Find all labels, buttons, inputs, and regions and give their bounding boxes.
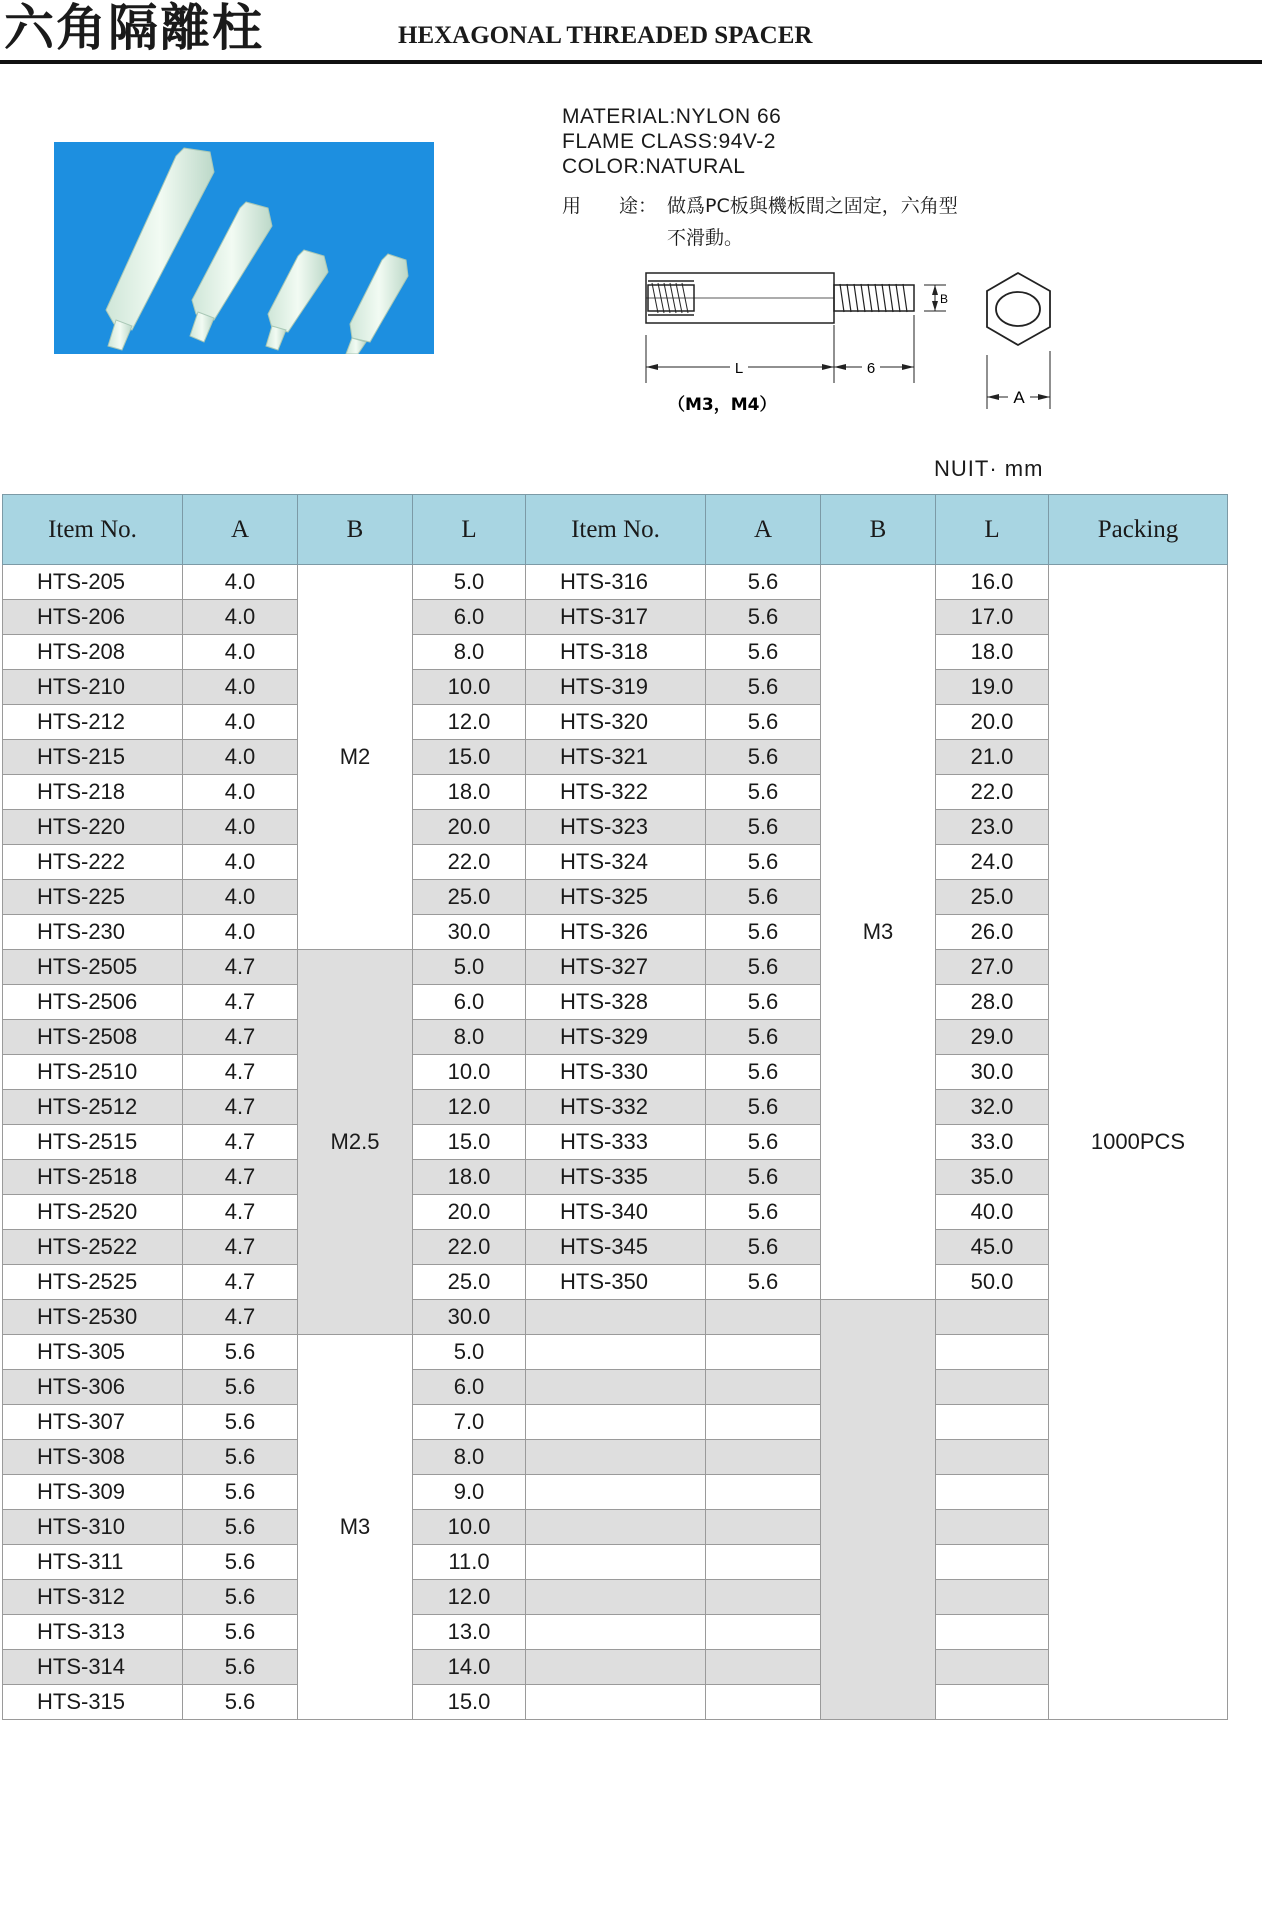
item-no-cell: HTS-2508 xyxy=(3,1020,183,1055)
a-cell: 4.7 xyxy=(183,985,298,1020)
a-cell: 5.6 xyxy=(183,1545,298,1580)
table-row xyxy=(3,600,1228,635)
spacer-spec-table xyxy=(2,494,1228,1720)
a-cell: 4.7 xyxy=(183,1195,298,1230)
a-cell: 4.7 xyxy=(183,1090,298,1125)
l-cell-2: 32.0 xyxy=(936,1090,1049,1125)
l-cell: 15.0 xyxy=(413,1685,526,1720)
l-cell: 15.0 xyxy=(413,1125,526,1160)
l-cell-2 xyxy=(936,1335,1049,1370)
usage-text-line2: 不滑動。 xyxy=(667,227,744,249)
a-cell-2: 5.6 xyxy=(706,600,821,635)
l-cell-2: 29.0 xyxy=(936,1020,1049,1055)
l-cell: 11.0 xyxy=(413,1545,526,1580)
table-row xyxy=(3,810,1228,845)
usage-label: 用 途： xyxy=(562,195,658,217)
l-cell-2: 35.0 xyxy=(936,1160,1049,1195)
table-row xyxy=(3,1055,1228,1090)
l-cell: 10.0 xyxy=(413,1510,526,1545)
table-row xyxy=(3,1405,1228,1440)
a-cell: 4.7 xyxy=(183,1160,298,1195)
a-cell-2 xyxy=(706,1650,821,1685)
dim-6-label: 6 xyxy=(866,360,876,377)
item-no-cell-2 xyxy=(526,1615,706,1650)
table-row xyxy=(3,880,1228,915)
a-cell: 5.6 xyxy=(183,1475,298,1510)
l-cell-2 xyxy=(936,1300,1049,1335)
item-no-cell-2: HTS-317 xyxy=(526,600,706,635)
header-item-no: Item No. xyxy=(3,495,183,565)
item-no-cell-2: HTS-327 xyxy=(526,950,706,985)
l-cell: 18.0 xyxy=(413,1160,526,1195)
item-no-cell-2: HTS-322 xyxy=(526,775,706,810)
item-no-cell: HTS-222 xyxy=(3,845,183,880)
technical-drawing xyxy=(640,265,1100,430)
item-no-cell: HTS-306 xyxy=(3,1370,183,1405)
l-cell: 25.0 xyxy=(413,880,526,915)
a-cell: 5.6 xyxy=(183,1405,298,1440)
item-no-cell-2 xyxy=(526,1405,706,1440)
table-row xyxy=(3,1650,1228,1685)
item-no-cell: HTS-208 xyxy=(3,635,183,670)
a-cell: 4.0 xyxy=(183,565,298,600)
l-cell-2: 19.0 xyxy=(936,670,1049,705)
l-cell: 14.0 xyxy=(413,1650,526,1685)
l-cell: 12.0 xyxy=(413,1580,526,1615)
header-a: A xyxy=(183,495,298,565)
item-no-cell: HTS-2522 xyxy=(3,1230,183,1265)
l-cell-2 xyxy=(936,1510,1049,1545)
l-cell: 5.0 xyxy=(413,565,526,600)
a-cell: 4.7 xyxy=(183,1230,298,1265)
item-no-cell-2: HTS-323 xyxy=(526,810,706,845)
a-cell: 5.6 xyxy=(183,1580,298,1615)
item-no-cell-2: HTS-328 xyxy=(526,985,706,1020)
a-cell-2: 5.6 xyxy=(706,775,821,810)
unit-label: NUIT· mm xyxy=(934,456,1044,481)
l-cell: 20.0 xyxy=(413,1195,526,1230)
a-cell-2: 5.6 xyxy=(706,950,821,985)
item-no-cell: HTS-311 xyxy=(3,1545,183,1580)
l-cell: 22.0 xyxy=(413,845,526,880)
item-no-cell-2 xyxy=(526,1545,706,1580)
table-row xyxy=(3,845,1228,880)
l-cell-2 xyxy=(936,1545,1049,1580)
l-cell: 25.0 xyxy=(413,1265,526,1300)
item-no-cell: HTS-308 xyxy=(3,1440,183,1475)
a-cell: 4.0 xyxy=(183,845,298,880)
item-no-cell-2: HTS-325 xyxy=(526,880,706,915)
a-cell-2 xyxy=(706,1545,821,1580)
a-cell: 4.7 xyxy=(183,1265,298,1300)
l-cell-2 xyxy=(936,1615,1049,1650)
a-cell-2 xyxy=(706,1580,821,1615)
l-cell-2: 22.0 xyxy=(936,775,1049,810)
l-cell: 15.0 xyxy=(413,740,526,775)
table-row xyxy=(3,1020,1228,1055)
item-no-cell: HTS-218 xyxy=(3,775,183,810)
table-row xyxy=(3,635,1228,670)
title-chinese: 六角隔離柱 xyxy=(4,0,264,57)
material-specs xyxy=(562,104,781,179)
a-cell-2 xyxy=(706,1335,821,1370)
a-cell: 4.0 xyxy=(183,670,298,705)
item-no-cell-2 xyxy=(526,1475,706,1510)
item-no-cell-2: HTS-319 xyxy=(526,670,706,705)
a-cell-2: 5.6 xyxy=(706,1195,821,1230)
table-row xyxy=(3,775,1228,810)
a-cell-2: 5.6 xyxy=(706,845,821,880)
a-cell: 4.0 xyxy=(183,775,298,810)
item-no-cell-2: HTS-326 xyxy=(526,915,706,950)
table-row xyxy=(3,1230,1228,1265)
a-cell-2: 5.6 xyxy=(706,565,821,600)
a-cell: 5.6 xyxy=(183,1370,298,1405)
item-no-cell: HTS-2525 xyxy=(3,1265,183,1300)
b-group-m3-right: M3 xyxy=(821,565,936,1300)
l-cell-2: 50.0 xyxy=(936,1265,1049,1300)
a-cell-2 xyxy=(706,1405,821,1440)
header-l: L xyxy=(413,495,526,565)
l-cell: 6.0 xyxy=(413,600,526,635)
a-cell: 4.0 xyxy=(183,635,298,670)
a-cell: 4.7 xyxy=(183,1125,298,1160)
a-cell-2 xyxy=(706,1615,821,1650)
header-b-2: B xyxy=(821,495,936,565)
item-no-cell-2 xyxy=(526,1650,706,1685)
l-cell-2: 45.0 xyxy=(936,1230,1049,1265)
a-cell: 4.0 xyxy=(183,600,298,635)
l-cell-2 xyxy=(936,1475,1049,1510)
item-no-cell-2: HTS-320 xyxy=(526,705,706,740)
l-cell: 5.0 xyxy=(413,1335,526,1370)
item-no-cell: HTS-210 xyxy=(3,670,183,705)
item-no-cell: HTS-2515 xyxy=(3,1125,183,1160)
a-cell: 4.0 xyxy=(183,810,298,845)
table-row xyxy=(3,1125,1228,1160)
a-cell-2: 5.6 xyxy=(706,1265,821,1300)
l-cell-2: 20.0 xyxy=(936,705,1049,740)
item-no-cell: HTS-206 xyxy=(3,600,183,635)
item-no-cell: HTS-307 xyxy=(3,1405,183,1440)
item-no-cell: HTS-312 xyxy=(3,1580,183,1615)
item-no-cell: HTS-212 xyxy=(3,705,183,740)
a-cell-2 xyxy=(706,1510,821,1545)
l-cell-2: 28.0 xyxy=(936,985,1049,1020)
table-row xyxy=(3,670,1228,705)
item-no-cell-2 xyxy=(526,1685,706,1720)
item-no-cell: HTS-2506 xyxy=(3,985,183,1020)
spec-color: COLOR:NATURAL xyxy=(562,155,746,178)
l-cell-2: 18.0 xyxy=(936,635,1049,670)
a-cell-2: 5.6 xyxy=(706,1090,821,1125)
a-cell-2: 5.6 xyxy=(706,635,821,670)
l-cell: 30.0 xyxy=(413,1300,526,1335)
a-cell: 5.6 xyxy=(183,1615,298,1650)
l-cell-2: 16.0 xyxy=(936,565,1049,600)
a-cell: 4.0 xyxy=(183,705,298,740)
table-body xyxy=(3,565,1228,1720)
item-no-cell: HTS-225 xyxy=(3,880,183,915)
a-cell: 5.6 xyxy=(183,1510,298,1545)
a-cell: 4.7 xyxy=(183,1020,298,1055)
header-packing: Packing xyxy=(1049,495,1228,565)
b-group-m2-5: M2.5 xyxy=(298,950,413,1335)
header-item-no-2: Item No. xyxy=(526,495,706,565)
thread-size-label: （M3，M4） xyxy=(668,395,777,415)
l-cell: 7.0 xyxy=(413,1405,526,1440)
table-row xyxy=(3,950,1228,985)
header-rule xyxy=(0,60,1262,64)
a-cell: 5.6 xyxy=(183,1685,298,1720)
item-no-cell: HTS-230 xyxy=(3,915,183,950)
a-cell-2 xyxy=(706,1300,821,1335)
table-row xyxy=(3,1510,1228,1545)
table-row xyxy=(3,740,1228,775)
l-cell-2: 26.0 xyxy=(936,915,1049,950)
l-cell: 30.0 xyxy=(413,915,526,950)
a-cell-2: 5.6 xyxy=(706,985,821,1020)
a-cell-2: 5.6 xyxy=(706,740,821,775)
table-row xyxy=(3,1265,1228,1300)
item-no-cell-2: HTS-318 xyxy=(526,635,706,670)
usage-text-line1: 做爲PC板與機板間之固定，六角型 xyxy=(667,195,958,217)
table-row xyxy=(3,1370,1228,1405)
dim-L-label: L xyxy=(734,360,744,377)
a-cell-2: 5.6 xyxy=(706,1160,821,1195)
header-l-2: L xyxy=(936,495,1049,565)
item-no-cell-2 xyxy=(526,1510,706,1545)
table-row xyxy=(3,1160,1228,1195)
table-row xyxy=(3,1545,1228,1580)
table-row xyxy=(3,1685,1228,1720)
l-cell: 8.0 xyxy=(413,1020,526,1055)
a-cell: 4.0 xyxy=(183,740,298,775)
a-cell: 4.7 xyxy=(183,1300,298,1335)
a-cell-2 xyxy=(706,1685,821,1720)
item-no-cell-2: HTS-332 xyxy=(526,1090,706,1125)
item-no-cell-2 xyxy=(526,1335,706,1370)
table-row xyxy=(3,985,1228,1020)
item-no-cell: HTS-2530 xyxy=(3,1300,183,1335)
a-cell: 4.7 xyxy=(183,1055,298,1090)
table-row xyxy=(3,1440,1228,1475)
l-cell: 8.0 xyxy=(413,635,526,670)
item-no-cell-2: HTS-333 xyxy=(526,1125,706,1160)
l-cell: 10.0 xyxy=(413,1055,526,1090)
item-no-cell-2 xyxy=(526,1440,706,1475)
item-no-cell-2 xyxy=(526,1580,706,1615)
spacer-dimension-drawing xyxy=(640,265,1100,425)
item-no-cell: HTS-309 xyxy=(3,1475,183,1510)
a-cell-2: 5.6 xyxy=(706,705,821,740)
a-cell-2: 5.6 xyxy=(706,1125,821,1160)
spec-material: MATERIAL:NYLON 66 xyxy=(562,105,782,128)
table-row xyxy=(3,915,1228,950)
a-cell: 4.7 xyxy=(183,950,298,985)
item-no-cell-2: HTS-330 xyxy=(526,1055,706,1090)
table-row xyxy=(3,705,1228,740)
a-cell: 4.0 xyxy=(183,880,298,915)
l-cell: 5.0 xyxy=(413,950,526,985)
title-english: HEXAGONAL THREADED SPACER xyxy=(398,22,813,49)
table-row xyxy=(3,1475,1228,1510)
b-group-m2: M2 xyxy=(298,565,413,950)
table-row xyxy=(3,1090,1228,1125)
l-cell-2 xyxy=(936,1580,1049,1615)
l-cell-2: 23.0 xyxy=(936,810,1049,845)
a-cell-2: 5.6 xyxy=(706,1230,821,1265)
item-no-cell-2: HTS-321 xyxy=(526,740,706,775)
l-cell: 12.0 xyxy=(413,705,526,740)
l-cell: 9.0 xyxy=(413,1475,526,1510)
header-a-2: A xyxy=(706,495,821,565)
page-header xyxy=(0,0,1262,64)
item-no-cell: HTS-2520 xyxy=(3,1195,183,1230)
l-cell: 12.0 xyxy=(413,1090,526,1125)
l-cell: 18.0 xyxy=(413,775,526,810)
item-no-cell: HTS-313 xyxy=(3,1615,183,1650)
l-cell-2 xyxy=(936,1370,1049,1405)
a-cell-2 xyxy=(706,1475,821,1510)
item-no-cell-2: HTS-335 xyxy=(526,1160,706,1195)
header-b: B xyxy=(298,495,413,565)
item-no-cell: HTS-314 xyxy=(3,1650,183,1685)
table-row xyxy=(3,1335,1228,1370)
l-cell-2: 33.0 xyxy=(936,1125,1049,1160)
l-cell: 6.0 xyxy=(413,1370,526,1405)
a-cell-2: 5.6 xyxy=(706,810,821,845)
a-cell-2: 5.6 xyxy=(706,1055,821,1090)
l-cell-2 xyxy=(936,1650,1049,1685)
l-cell-2 xyxy=(936,1685,1049,1720)
item-no-cell: HTS-310 xyxy=(3,1510,183,1545)
item-no-cell-2: HTS-350 xyxy=(526,1265,706,1300)
product-photo xyxy=(54,142,434,354)
a-cell-2: 5.6 xyxy=(706,880,821,915)
table-row xyxy=(3,1580,1228,1615)
table-row xyxy=(3,1195,1228,1230)
item-no-cell-2: HTS-316 xyxy=(526,565,706,600)
l-cell-2: 30.0 xyxy=(936,1055,1049,1090)
item-no-cell: HTS-2518 xyxy=(3,1160,183,1195)
item-no-cell-2: HTS-340 xyxy=(526,1195,706,1230)
a-cell: 5.6 xyxy=(183,1650,298,1685)
a-cell: 5.6 xyxy=(183,1440,298,1475)
b-group-m3-left: M3 xyxy=(298,1335,413,1720)
item-no-cell: HTS-220 xyxy=(3,810,183,845)
spacer-photo-illustration xyxy=(54,142,434,354)
dim-A-label: A xyxy=(1013,388,1025,407)
item-no-cell: HTS-305 xyxy=(3,1335,183,1370)
l-cell: 22.0 xyxy=(413,1230,526,1265)
l-cell-2 xyxy=(936,1440,1049,1475)
item-no-cell: HTS-2512 xyxy=(3,1090,183,1125)
a-cell-2 xyxy=(706,1440,821,1475)
a-cell-2: 5.6 xyxy=(706,1020,821,1055)
l-cell-2: 21.0 xyxy=(936,740,1049,775)
packing-cell: 1000PCS xyxy=(1049,565,1228,1720)
a-cell: 4.0 xyxy=(183,915,298,950)
a-cell: 5.6 xyxy=(183,1335,298,1370)
item-no-cell: HTS-215 xyxy=(3,740,183,775)
l-cell-2: 27.0 xyxy=(936,950,1049,985)
item-no-cell: HTS-315 xyxy=(3,1685,183,1720)
l-cell-2: 24.0 xyxy=(936,845,1049,880)
l-cell-2: 25.0 xyxy=(936,880,1049,915)
l-cell-2: 17.0 xyxy=(936,600,1049,635)
a-cell-2: 5.6 xyxy=(706,670,821,705)
l-cell: 10.0 xyxy=(413,670,526,705)
item-no-cell-2 xyxy=(526,1370,706,1405)
item-no-cell-2: HTS-329 xyxy=(526,1020,706,1055)
l-cell-2 xyxy=(936,1405,1049,1440)
l-cell: 8.0 xyxy=(413,1440,526,1475)
table-header-row xyxy=(3,495,1228,565)
item-no-cell-2: HTS-324 xyxy=(526,845,706,880)
dim-B-label: B xyxy=(940,292,949,306)
l-cell: 6.0 xyxy=(413,985,526,1020)
item-no-cell-2: HTS-345 xyxy=(526,1230,706,1265)
l-cell: 13.0 xyxy=(413,1615,526,1650)
a-cell-2: 5.6 xyxy=(706,915,821,950)
item-no-cell: HTS-205 xyxy=(3,565,183,600)
table-row xyxy=(3,565,1228,600)
l-cell-2: 40.0 xyxy=(936,1195,1049,1230)
spec-flame-class: FLAME CLASS:94V-2 xyxy=(562,130,776,153)
item-no-cell: HTS-2510 xyxy=(3,1055,183,1090)
a-cell-2 xyxy=(706,1370,821,1405)
usage-note xyxy=(562,190,958,254)
l-cell: 20.0 xyxy=(413,810,526,845)
b-group-empty xyxy=(821,1300,936,1720)
table-row xyxy=(3,1300,1228,1335)
item-no-cell: HTS-2505 xyxy=(3,950,183,985)
table-row xyxy=(3,1615,1228,1650)
item-no-cell-2 xyxy=(526,1300,706,1335)
